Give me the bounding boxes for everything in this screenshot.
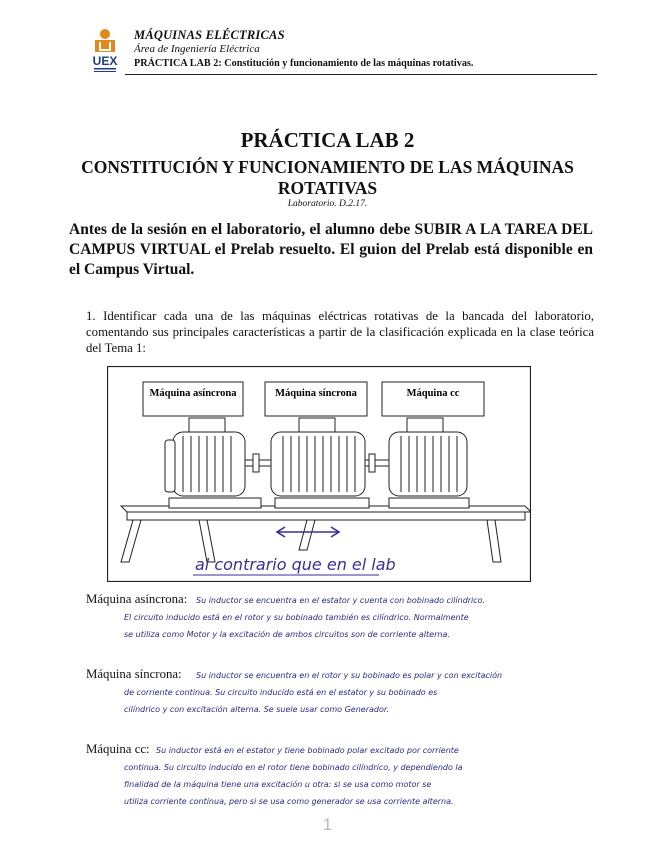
question-1: 1. Identificar cada una de las máquinas eléctricas rotativas de la bancada del laboratorio, comentando sus principales características a partir de la clasificación explicada en la clase teórica del Tema 1: [86, 309, 594, 355]
answer-sincrona-line: de corriente continua. Su circuito inducido está en el estator y su bobinado es [124, 688, 438, 697]
course-title: MÁQUINAS ELÉCTRICAS [134, 28, 285, 42]
label-sincrona: Máquina síncrona [275, 388, 357, 399]
university-logo [92, 28, 118, 74]
answer-sincrona-line: cilíndrico y con excitación alterna. Se suele usar como Generador. [124, 705, 389, 714]
lab-location: Laboratorio. D.2.17. [287, 199, 368, 209]
label-box-cc [382, 382, 484, 416]
answer-label-cc: Máquina cc: [86, 742, 150, 756]
answer-asincrona-line: se utiliza como Motor y la excitación de ambos circuitos son de corriente alterna. [124, 630, 450, 639]
page-title: PRÁCTICA LAB 2 [240, 128, 415, 152]
logo-text: UEX [92, 54, 118, 68]
label-cc: Máquina cc [406, 388, 460, 399]
practice-header-line: PRÁCTICA LAB 2: Constitución y funcionamiento de las máquinas rotativas. [134, 58, 474, 69]
machine-sincrona [271, 418, 369, 508]
answer-cc-line: Su inductor está en el estator y tiene bobinado polar excitado por corriente [156, 746, 459, 755]
label-box-asincrona [143, 382, 243, 416]
label-box-sincrona [265, 382, 367, 416]
page-number: 1 [322, 815, 333, 834]
prelab-notice: Antes de la sesión en el laboratorio, el alumno debe SUBIR A LA TAREA DEL CAMPUS VIRTUAL el Prelab resuelto. El guion del Prelab está disponible en el Campus Virtual. [69, 221, 593, 278]
answer-asincrona-line: El circuito inducido está en el rotor y su bobinado también es cilíndrico. Normalmente [124, 613, 469, 622]
answer-cc-line: continua. Su circuito inducido en el rotor tiene bobinado cilíndrico, y dependiendo la [124, 763, 463, 772]
page-subtitle: CONSTITUCIÓN Y FUNCIONAMIENTO DE LAS MÁQUINAS ROTATIVAS [81, 157, 574, 198]
answer-sincrona-line: Su inductor se encuentra en el rotor y su bobinado es polar y con excitación [196, 671, 503, 680]
machine-bench-figure [107, 366, 531, 582]
machine-cc [389, 418, 469, 508]
answer-asincrona-line: Su inductor se encuentra en el estator y cuenta con bobinado cilíndrico. [196, 596, 486, 605]
department-area: Área de Ingeniería Eléctrica [134, 43, 260, 55]
header-rule [125, 74, 597, 75]
label-asincrona: Máquina asíncrona [149, 388, 237, 399]
answer-cc-line: utiliza corriente continua, pero si se usa como generador se usa corriente alterna. [124, 797, 454, 806]
answer-label-asincrona: Máquina asíncrona: [86, 592, 188, 606]
answer-cc-line: finalidad de la máquina tiene una excitación u otra: si se usa como motor se [124, 780, 432, 789]
handwritten-note: al contrario que en el lab [195, 555, 396, 574]
answer-label-sincrona: Máquina síncrona: [86, 667, 182, 681]
